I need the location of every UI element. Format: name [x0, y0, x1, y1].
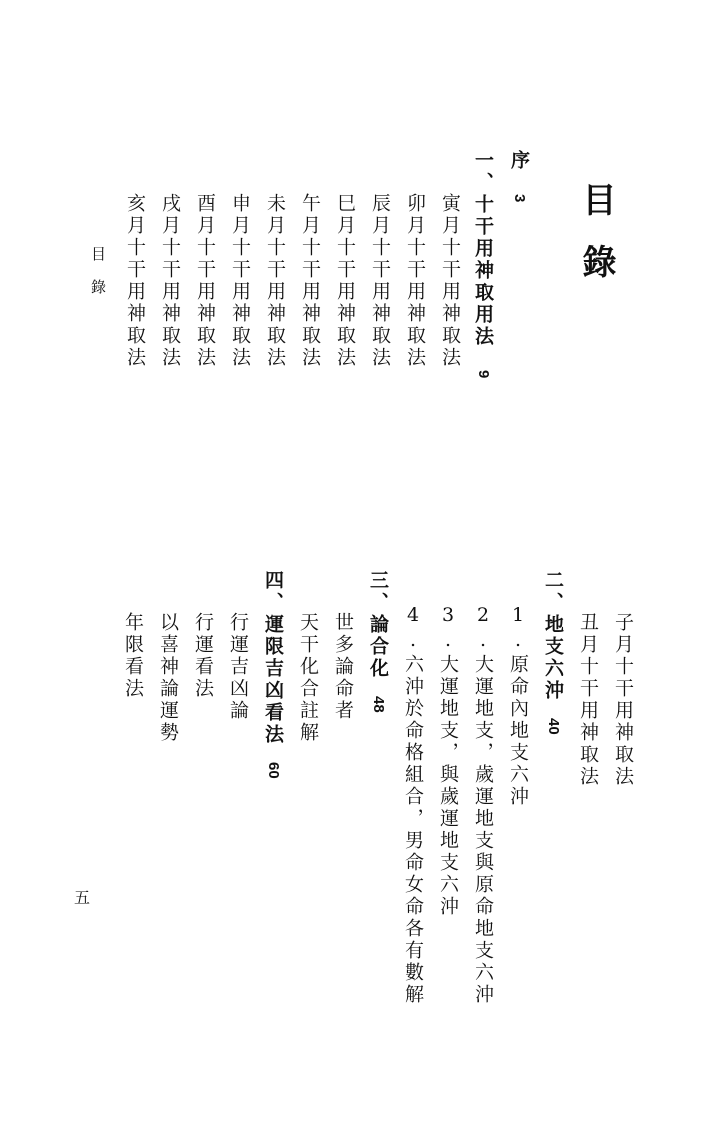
toc-entry: 2.大運地支，歲運地支與原命地支六沖	[472, 604, 494, 1006]
page-title: 目錄	[576, 182, 616, 306]
running-header: 目錄	[89, 246, 107, 312]
toc-entry: 4.六沖於命格組合，男命女命各有數解	[402, 604, 424, 1006]
toc-entry: 1.原命內地支六沖	[507, 604, 529, 808]
toc-entry: 以喜神論運勢	[157, 612, 179, 744]
toc-entry: 午月十干用神取法	[299, 193, 321, 369]
toc-entry: 酉月十干用神取法	[194, 193, 216, 369]
toc-entry: 亥月十干用神取法	[124, 193, 146, 369]
toc-page-number: 48	[370, 696, 387, 713]
toc-section-2	[543, 570, 562, 735]
toc-entry-preface	[509, 150, 528, 202]
toc-entry: 行運看法	[192, 612, 214, 700]
page-number: 五	[74, 888, 91, 907]
toc-entry: 未月十干用神取法	[264, 193, 286, 369]
toc-entry-text: 序	[508, 150, 530, 172]
toc-entry: 年限看法	[122, 612, 144, 700]
toc-entry: 辰月十干用神取法	[369, 193, 391, 369]
toc-page-number: 9	[475, 370, 492, 379]
toc-entry-text: 二、地支六沖	[542, 570, 564, 702]
toc-page-number: 60	[265, 762, 282, 779]
toc-entry: 丑月十干用神取法	[577, 612, 599, 788]
toc-section-1	[473, 150, 492, 378]
toc-page-number: 3	[511, 194, 528, 203]
toc-entry: 世多論命者	[332, 612, 354, 722]
toc-entry: 子月十干用神取法	[612, 612, 634, 788]
toc-entry: 寅月十干用神取法	[439, 193, 461, 369]
toc-entry: 申月十干用神取法	[229, 193, 251, 369]
toc-section-4	[263, 570, 282, 779]
toc-entry: 卯月十干用神取法	[404, 193, 426, 369]
toc-entry: 天干化合註解	[297, 612, 319, 744]
toc-section-3	[368, 570, 387, 713]
toc-entry: 巳月十干用神取法	[334, 193, 356, 369]
toc-entry: 戌月十干用神取法	[159, 193, 181, 369]
toc-entry-text: 一、十干用神取用法	[472, 150, 494, 348]
toc-page-number: 40	[545, 718, 562, 735]
toc-entry: 3.大運地支，與歲運地支六沖	[437, 604, 459, 918]
toc-entry: 行運吉凶論	[227, 612, 249, 722]
toc-entry-text: 四、運限吉凶看法	[262, 570, 284, 746]
toc-entry-text: 三、論合化	[367, 570, 389, 680]
